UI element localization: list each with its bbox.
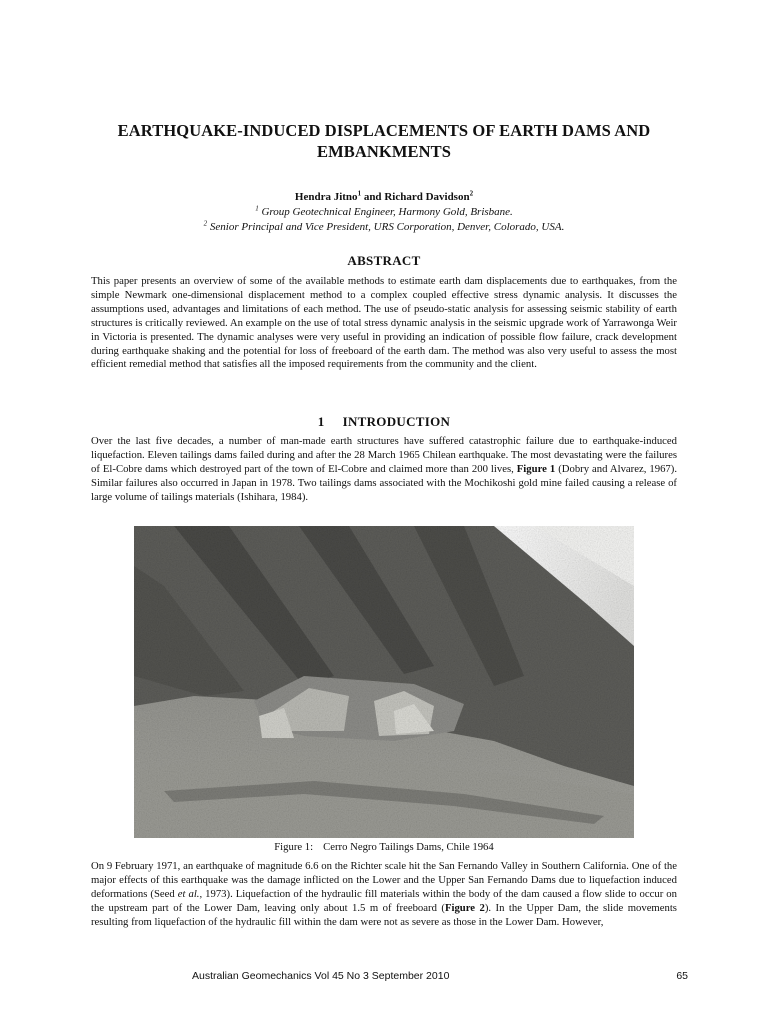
para2-text-b: 1973). Liquefaction of the hydraulic fill materials within the body of the dam caused a flow slide to occur on the upstream part of the Lower Dam, leaving only about 1.5 m of freeboard (	[91, 887, 677, 914]
section-heading-introduction	[80, 414, 688, 430]
intro-text-b: (Dobry and Alvarez, 1967). Similar failures also occurred in Japan in 1978. Two tailings dams associated with the Mochikoshi gold mine failed causing a release of large volume of tailings materials (Ishihara, 1984).	[91, 462, 677, 503]
affiliation-2-sup: 2	[203, 219, 208, 228]
abstract-heading: ABSTRACT	[347, 253, 421, 268]
paper-title: EARTHQUAKE-INDUCED DISPLACEMENTS OF EARTH DAMS AND EMBANKMENTS	[117, 121, 651, 161]
section-number: 1	[317, 414, 325, 429]
author-2-sup: 2	[469, 189, 474, 198]
affiliation-2	[80, 220, 688, 235]
author-2: Richard Davidson	[384, 191, 470, 203]
author-and: and	[361, 191, 385, 203]
intro-text-a: Over the last five decades, a number of man-made earth structures have suffered catastrophic failure due to earthquake-induced liquefaction. Eleven tailings dams failed during and after the 28 March 1965 Chilean earthquake. The most devastating were the failures of El-Cobre dams which destroyed part of the town of El-Cobre and claimed more than 200 lives,	[91, 435, 677, 475]
figure-1-label: Figure 1:	[274, 841, 314, 853]
footer-page-number: 65	[676, 970, 688, 982]
paragraph-san-fernando	[91, 860, 677, 952]
affiliation-1-text: Group Geotechnical Engineer, Harmony Gold, Brisbane.	[258, 206, 513, 218]
figure-1-caption-text: Cerro Negro Tailings Dams, Chile 1964	[323, 841, 494, 853]
abstract-text: This paper presents an overview of some of the available methods to estimate earth dam displacements due to earthquakes, from the simple Newmark one-dimensional displacement method to a complex coupled effective stress dynamic analysis. It discusses the assumptions used, advantages and limitations of each method. The use of pseudo-static analysis for assessing seismic stability of earth structures is critically reviewed. An example on the use of total stress dynamic analysis in the seismic upgrade work of Yarrawonga Weir in Victoria is presented. The dynamic analyses were very useful in providing an indication of possible flow failure, crack development during earthquake shaking and the potential for loss of freeboard of the earth dam. The method was also very useful to assess the most efficient remedial method that satisfies all the imposed requirements from the community and the client.	[91, 275, 677, 371]
para2-text-a: On 9 February 1971, an earthquake of magnitude 6.6 on the Richter scale hit the San Fernando Valley in Southern California. One of the major effects of this earthquake was the damage inflicted on the Lower and the Upper San Fernando Dams due to liquefaction induced deformations (Seed	[91, 860, 677, 900]
figure-1-photo	[134, 526, 634, 838]
figure-2-reference: Figure 2	[444, 901, 485, 914]
intro-paragraph	[91, 435, 677, 505]
affiliation-1	[80, 205, 688, 220]
author-1: Hendra Jitno	[294, 191, 358, 203]
para2-et-al: et al.,	[177, 887, 203, 900]
para2-text-c: ). In the Upper Dam, the slide movements resulting from liquefaction of the hydraulic fill within the dam were not as severe as those in the Lower Dam. However,	[91, 901, 677, 928]
section-title: INTRODUCTION	[342, 414, 451, 429]
affiliation-1-sup: 1	[255, 204, 259, 213]
affiliation-2-text: Senior Principal and Vice President, URS Corporation, Denver, Colorado, USA.	[207, 221, 565, 233]
author-block	[80, 190, 688, 235]
author-1-sup: 1	[357, 189, 362, 198]
figure-1-reference: Figure 1	[516, 462, 556, 475]
dam-photo-illustration	[134, 526, 634, 838]
figure-1-caption	[134, 841, 634, 853]
footer-journal: Australian Geomechanics Vol 45 No 3 September 2010	[192, 970, 450, 982]
author-names	[80, 190, 688, 205]
